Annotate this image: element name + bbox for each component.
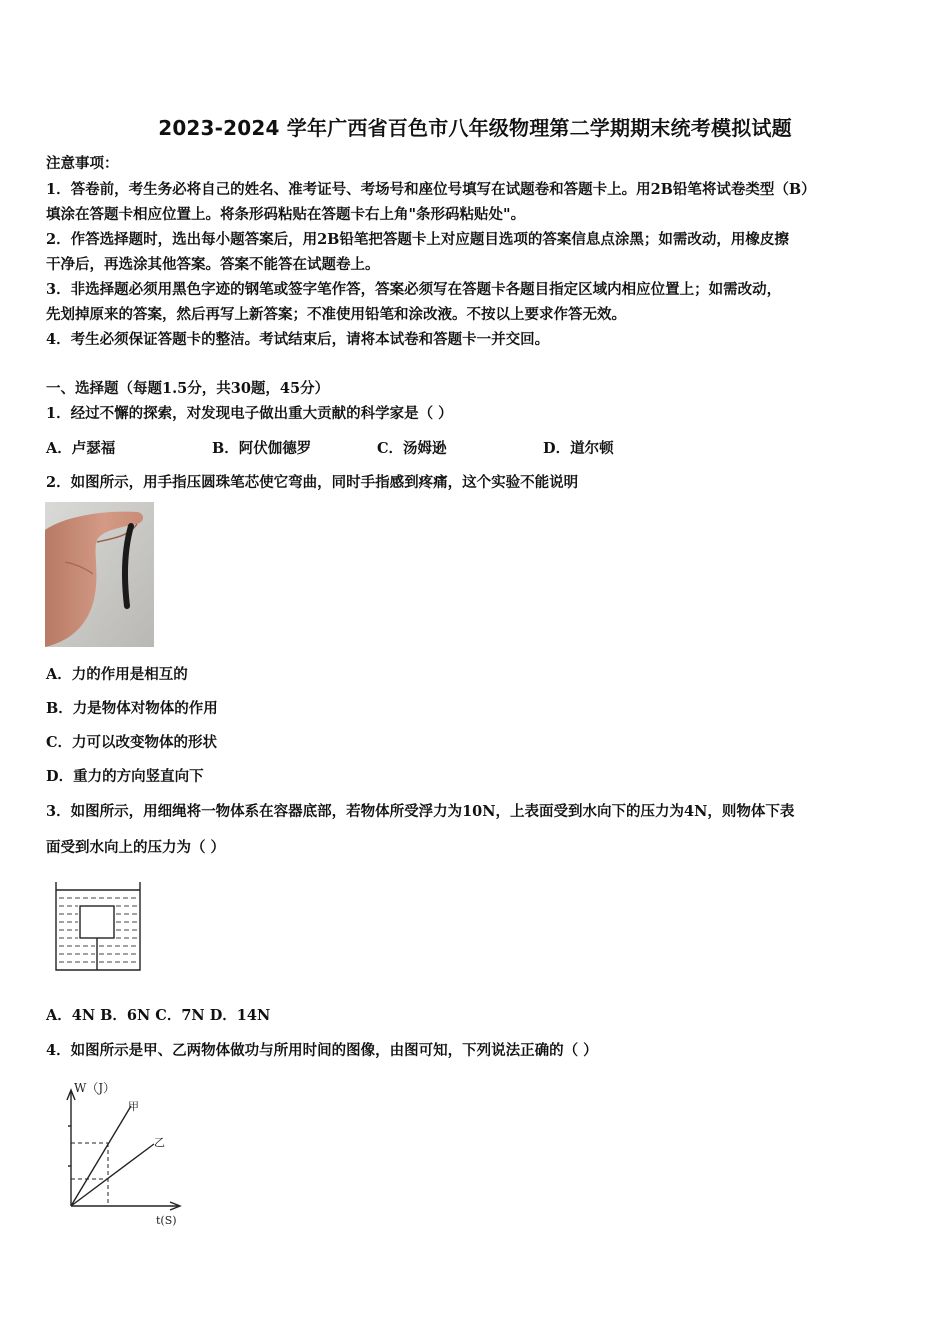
q1-option-c: C．汤姆逊 [377, 440, 447, 457]
q4-stem: 4．如图所示是甲、乙两物体做功与所用时间的图像，由图可知，下列说法正确的（ ） [46, 1042, 598, 1059]
q2-option-b: B．力是物体对物体的作用 [46, 700, 218, 717]
q2-option-a: A．力的作用是相互的 [46, 666, 188, 683]
y-axis-label: W（J） [74, 1081, 116, 1095]
q1-option-a: A．卢瑟福 [46, 440, 116, 457]
notice-heading: 注意事项： [46, 155, 119, 172]
notice-line: 1．答卷前，考生务必将自己的姓名、准考证号、考场号和座位号填写在试题卷和答题卡上。用2B铅笔将试卷类型（B） [46, 181, 816, 198]
q3-stem-line2: 面受到水向上的压力为（ ） [46, 839, 226, 856]
q1-stem: 1．经过不懈的探索，对发现电子做出重大贡献的科学家是（ ） [46, 405, 453, 422]
q3-stem-line1: 3．如图所示，用细绳将一物体系在容器底部，若物体所受浮力为10N，上表面受到水向下的压力为4N，则物体下表 [46, 803, 795, 820]
q1-option-d: D．道尔顿 [543, 440, 614, 457]
line-yi-label: 乙 [154, 1136, 165, 1149]
notice-line: 2．作答选择题时，选出每小题答案后，用2B铅笔把答题卡上对应题目选项的答案信息点涂黑；如需改动，用橡皮擦 [46, 231, 789, 248]
page-title: 2023-2024 学年广西省百色市八年级物理第二学期期末统考模拟试题 [158, 116, 792, 140]
notice-line: 3．非选择题必须用黑色字迹的钢笔或签字笔作答，答案必须写在答题卡各题目指定区域内相应位置上；如需改动， [46, 281, 782, 298]
q2-option-d: D．重力的方向竖直向下 [46, 768, 204, 785]
q2-stem: 2．如图所示，用手指压圆珠笔芯使它弯曲，同时手指感到疼痛，这个实验不能说明 [46, 474, 579, 491]
container-diagram [48, 878, 148, 978]
line-jia-label: 甲 [128, 1100, 139, 1113]
x-axis-label: t(S) [156, 1214, 177, 1227]
q2-option-c: C．力可以改变物体的形状 [46, 734, 218, 751]
work-time-graph [58, 1078, 188, 1228]
q3-options: A．4N B．6N C．7N D．14N [46, 1007, 271, 1024]
finger-pen-photo [45, 502, 154, 647]
section-heading: 一、选择题（每题1.5分，共30题，45分） [46, 380, 330, 397]
line-yi [71, 1144, 154, 1206]
notice-line: 先划掉原来的答案，然后再写上新答案；不准使用铅笔和涂改液。不按以上要求作答无效。 [46, 306, 626, 323]
notice-line: 填涂在答题卡相应位置上。将条形码粘贴在答题卡右上角"条形码粘贴处"。 [46, 206, 526, 223]
notice-line: 4．考生必须保证答题卡的整洁。考试结束后，请将本试卷和答题卡一并交回。 [46, 331, 550, 348]
line-jia [71, 1106, 131, 1206]
q1-option-b: B．阿伏伽德罗 [212, 440, 312, 457]
notice-line: 干净后，再选涂其他答案。答案不能答在试题卷上。 [46, 256, 380, 273]
